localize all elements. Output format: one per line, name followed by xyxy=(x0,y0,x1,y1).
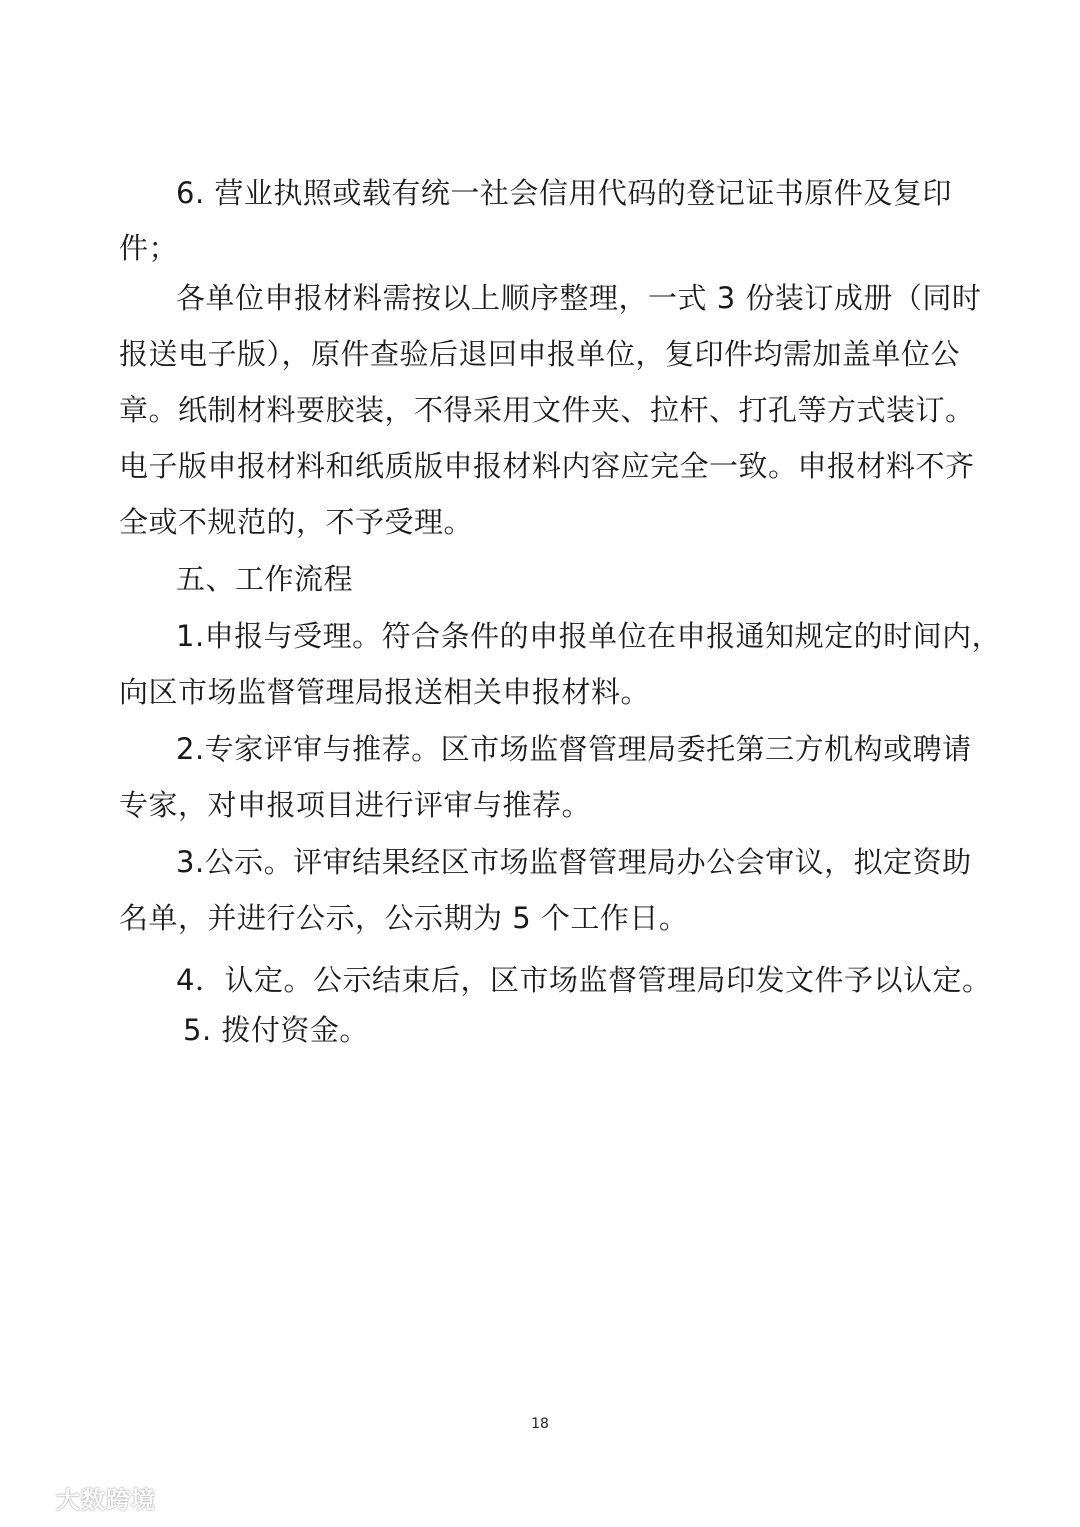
text-line: 6. 营业执照或载有统一社会信用代码的登记证书原件及复印 xyxy=(176,176,952,210)
text-line: 电子版申报材料和纸质版申报材料内容应完全一致。申报材料不齐 xyxy=(119,449,975,483)
text-line: 3.公示。评审结果经区市场监督管理局办公会审议，拟定资助 xyxy=(176,845,972,879)
text-line: 章。纸制材料要胶装，不得采用文件夹、拉杆、打孔等方式装订。 xyxy=(119,393,975,427)
section-heading: 五、工作流程 xyxy=(176,562,354,596)
text-line: 向区市场监督管理局报送相关申报材料。 xyxy=(119,675,651,709)
text-line: 4．认定。公示结束后，区市场监督管理局印发文件予以认定。 xyxy=(176,963,992,997)
text-line: 各单位申报材料需按以上顺序整理，一式 3 份装订成册（同时 xyxy=(176,281,982,315)
text-line: 2.专家评审与推荐。区市场监督管理局委托第三方机构或聘请 xyxy=(176,732,972,766)
watermark xyxy=(10,1480,156,1515)
text-line: 1.申报与受理。符合条件的申报单位在申报通知规定的时间内， xyxy=(176,619,1002,653)
text-line: 名单，并进行公示，公示期为 5 个工作日。 xyxy=(119,901,689,935)
page-number: 18 xyxy=(531,1416,549,1432)
watermark-text: 大数跨境 xyxy=(56,1486,156,1514)
text-line: 件； xyxy=(119,231,179,265)
text-line: 专家，对申报项目进行评审与推荐。 xyxy=(119,788,592,822)
text-line: 报送电子版），原件查验后退回申报单位，复印件均需加盖单位公 xyxy=(119,337,961,371)
brand-logo-icon xyxy=(10,1485,50,1511)
text-line: 全或不规范的，不予受理。 xyxy=(119,505,474,539)
text-line: 5. 拨付资金。 xyxy=(183,1013,369,1047)
